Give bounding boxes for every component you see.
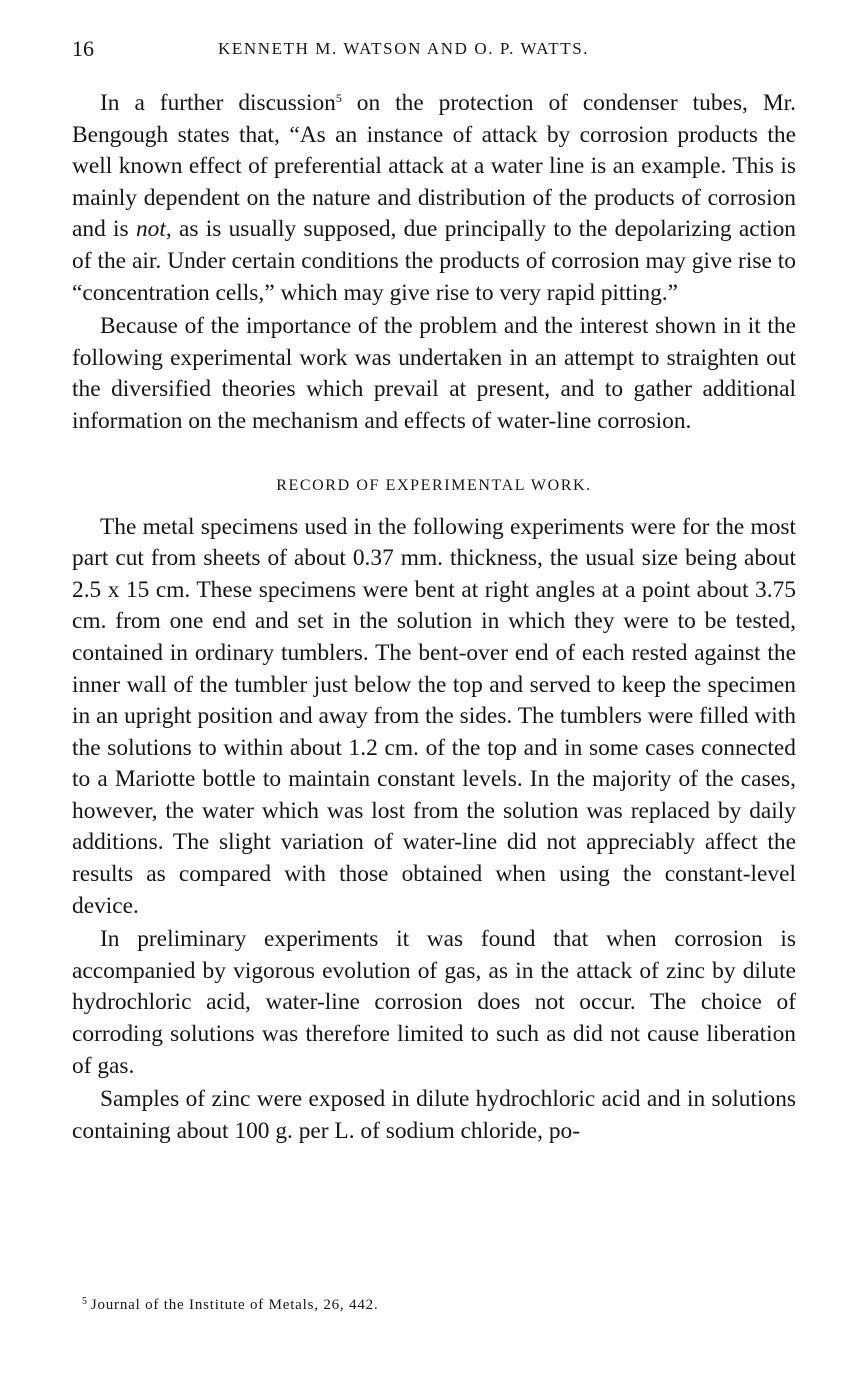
footnote-text: Journal of the Institute of Metals, 26, 442. [90, 1297, 379, 1313]
paragraph-1-part-b: as is usually supposed, due principally to the depolarizing action of the air. Under certain conditions the products of corrosion may give rise to “concentration cells,” which may give rise to very rapid pitting.” [72, 216, 796, 306]
paragraph-1 [72, 88, 796, 309]
paragraph-3: The metal specimens used in the following experiments were for the most part cut from sheets of about 0.37 mm. thickness, the usual size being about 2.5 x 15 cm. These specimens were bent at right angles at a point about 3.75 cm. from one end and set in the solution in which they were to be tested, contained in ordinary tumblers. The bent-over end of each rested against the inner wall of the tumbler just below the top and served to keep the specimen in an upright position and away from the sides. The tumblers were filled with the solutions to within about 1.2 cm. of the top and in some cases connected to a Mariotte bottle to maintain constant levels. In the majority of the cases, however, the water which was lost from the solution was replaced by daily additions. The slight variation of water-line did not appreciably affect the results as compared with those obtained when using the constant-level device. [72, 513, 796, 919]
page-number: 16 [72, 36, 94, 61]
paragraph-5: Samples of zinc were exposed in dilute hydrochloric acid and in solutions containing about 100 g. per L. of sodium chloride, po- [72, 1086, 796, 1144]
emphasis-not: not, [135, 216, 172, 243]
paragraph-1-start: In a further discussion [100, 90, 336, 116]
footnote-reference: 5 [335, 91, 342, 105]
paragraph-2: Because of the importance of the problem and the interest shown in it the following experimental work was undertaken in an attempt to straighten out the diversified theories which prevail at present, and to gather additional information on the mechanism and effects of water-line corrosion. [72, 313, 796, 434]
running-head [72, 36, 796, 66]
footnote [82, 1296, 782, 1314]
running-head-title: KENNETH M. WATSON AND O. P. WATTS. [218, 39, 590, 58]
footnote-marker: 5 [82, 1296, 88, 1307]
paragraph-4: In preliminary experiments it was found that when corrosion is accompanied by vigorous evolution of gas, as in the attack of zinc by dilute hydrochloric acid, water-line corrosion does not occur. The choice of corroding solutions was therefore limited to such as did not cause liberation of gas. [72, 926, 796, 1079]
section-heading: RECORD OF EXPERIMENTAL WORK. [276, 476, 592, 494]
paragraph-1-part-a: on the protection of condenser tubes, Mr. Bengough states that, “As an instance of attack by corrosion products the well known effect of preferential attack at a water line is an example. This is mainly dependent on the nature and distribution of the products of corrosion and is [72, 90, 796, 243]
body-text [72, 88, 796, 1149]
